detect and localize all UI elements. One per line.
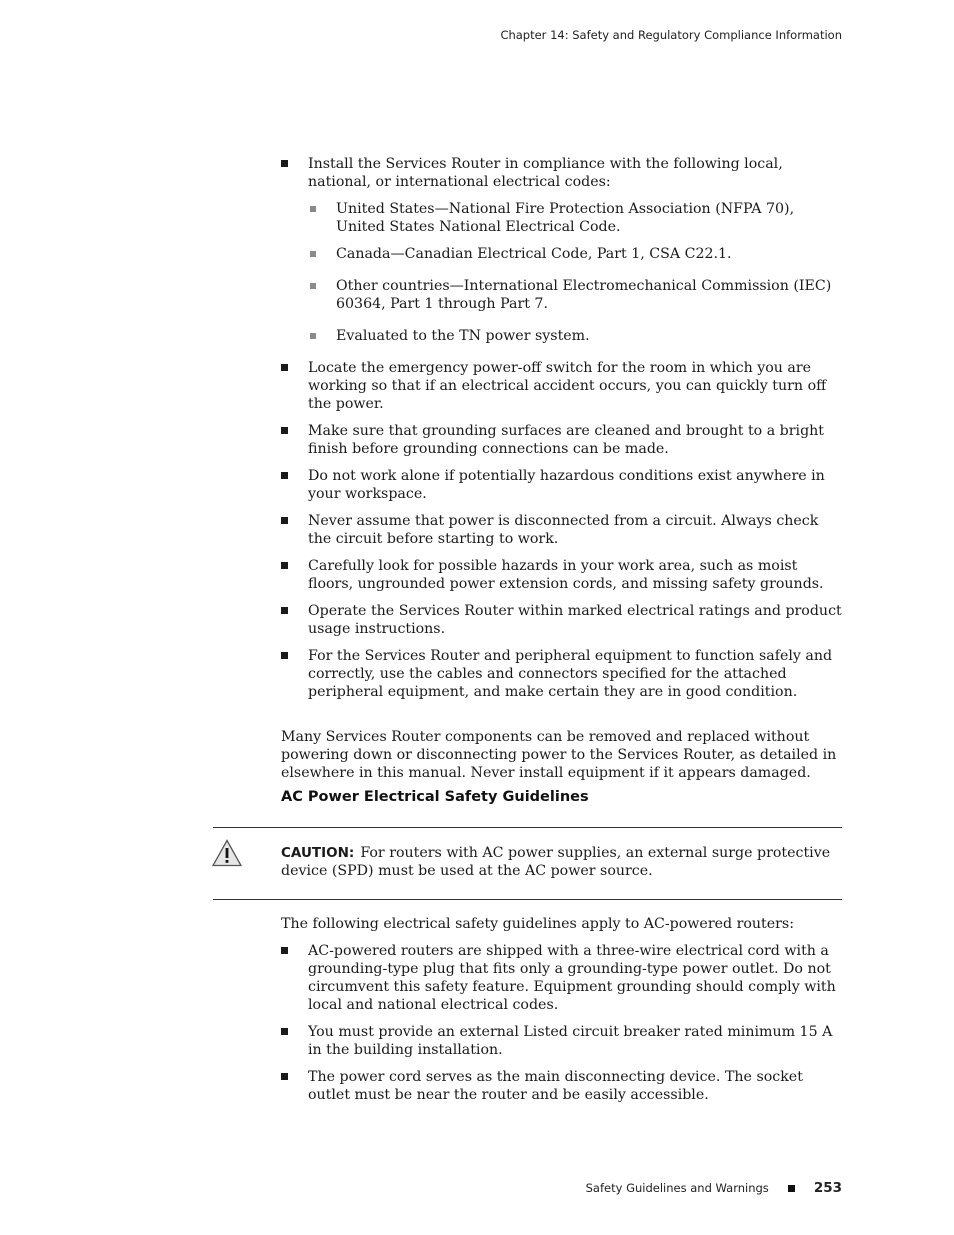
sub-list-item: Evaluated to the TN power system.: [281, 327, 842, 345]
sub-list-item: Other countries—International Electromechanical Commission (IEC) 60364, Part 1 through Part 7.: [281, 277, 842, 313]
bullet-icon: [281, 364, 288, 371]
caution-label: CAUTION:: [281, 845, 355, 861]
bullet-icon: [281, 607, 288, 614]
section-heading: AC Power Electrical Safety Guidelines: [281, 789, 589, 805]
bullet-icon: [281, 652, 288, 659]
bullet-icon: [281, 947, 288, 954]
ac-guidelines: [281, 915, 842, 1104]
page-number: 253: [813, 1180, 842, 1196]
running-header: Chapter 14: Safety and Regulatory Compliance Information: [500, 28, 842, 42]
bullet-icon: [281, 1028, 288, 1035]
list-item: Locate the emergency power-off switch for the room in which you are working so that if an electrical accident occurs, you can quickly turn off the power.: [281, 359, 842, 413]
sub-bullet-icon: [310, 283, 316, 289]
list-item: Operate the Services Router within marked electrical ratings and product usage instructions.: [281, 602, 842, 638]
list-item: Install the Services Router in compliance with the following local, national, or international electrical codes:: [281, 155, 842, 191]
bullet-icon: [281, 160, 288, 167]
footer-separator-icon: [788, 1185, 795, 1192]
sub-list-item: Canada—Canadian Electrical Code, Part 1, CSA C22.1.: [281, 245, 842, 263]
caution-note: [281, 844, 842, 880]
bullet-icon: [281, 472, 288, 479]
warning-triangle-icon: [212, 839, 242, 867]
bullet-icon: [281, 1073, 288, 1080]
main-content: [281, 155, 842, 782]
caution-top-rule: [213, 827, 842, 828]
list-item: Carefully look for possible hazards in your work area, such as moist floors, ungrounded power extension cords, and missing safety grounds.: [281, 557, 842, 593]
sub-bullet-icon: [310, 206, 316, 212]
list-item: AC-powered routers are shipped with a three-wire electrical cord with a grounding-type plug that fits only a grounding-type power outlet. Do not circumvent this safety feature. Equipment grounding should comply with local and national electrical codes.: [281, 942, 842, 1014]
sub-bullet-icon: [310, 333, 316, 339]
page-footer: [586, 1180, 842, 1196]
list-item: Never assume that power is disconnected from a circuit. Always check the circuit before starting to work.: [281, 512, 842, 548]
caution-bottom-rule: [213, 899, 842, 900]
body-paragraph: The following electrical safety guidelines apply to AC-powered routers:: [281, 916, 794, 932]
sub-list-item: United States—National Fire Protection Association (NFPA 70), United States National Electrical Code.: [281, 200, 842, 236]
bullet-icon: [281, 517, 288, 524]
list-item: Make sure that grounding surfaces are cleaned and brought to a bright finish before grounding connections can be made.: [281, 422, 842, 458]
list-item: You must provide an external Listed circuit breaker rated minimum 15 A in the building installation.: [281, 1023, 842, 1059]
list-item: For the Services Router and peripheral equipment to function safely and correctly, use the cables and connectors specified for the attached peripheral equipment, and make certain they are in good condition.: [281, 647, 842, 701]
bullet-icon: [281, 427, 288, 434]
bullet-icon: [281, 562, 288, 569]
list-item: The power cord serves as the main disconnecting device. The socket outlet must be near the router and be easily accessible.: [281, 1068, 842, 1104]
sub-bullet-icon: [310, 251, 316, 257]
list-item: Do not work alone if potentially hazardous conditions exist anywhere in your workspace.: [281, 467, 842, 503]
body-paragraph: Many Services Router components can be removed and replaced without powering down or disconnecting power to the Services Router, as detailed in elsewhere in this manual. Never install equipment if it appears damaged.: [281, 729, 837, 781]
footer-section: Safety Guidelines and Warnings: [585, 1181, 769, 1195]
caution-text: For routers with AC power supplies, an external surge protective device (SPD) must be used at the AC power source.: [281, 845, 831, 879]
